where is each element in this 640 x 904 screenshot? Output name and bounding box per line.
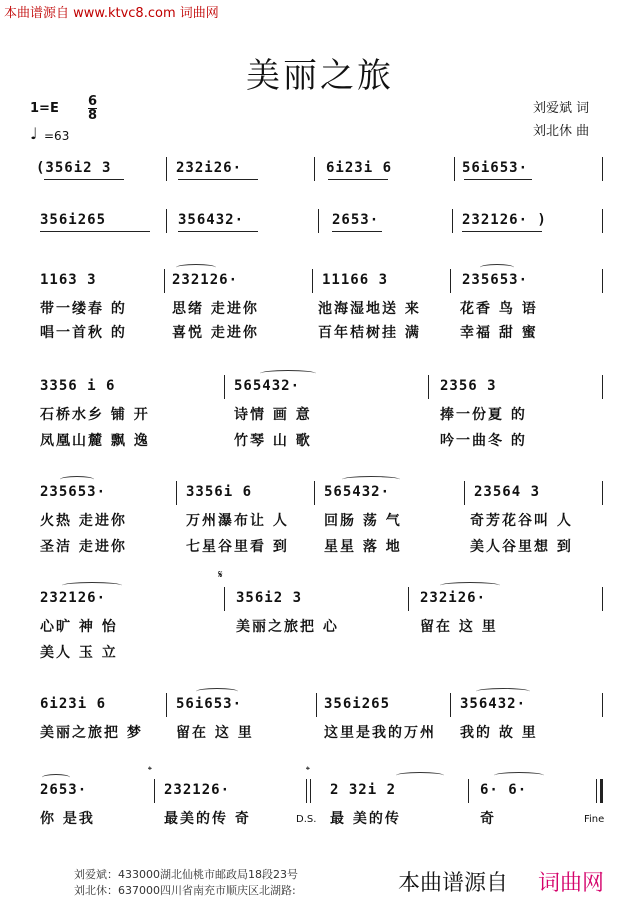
fine-marking: Fine <box>584 814 605 825</box>
lyric-verse1: 奇芳花谷叫 人 <box>470 513 573 529</box>
repeat-bar <box>306 779 307 803</box>
measure-notes: 232126· ) <box>462 212 547 228</box>
lyric-verse1: 最美的传 奇 <box>164 811 251 827</box>
tempo-mark: =63 <box>44 129 70 143</box>
measure-notes: 3356i 6 <box>186 484 253 500</box>
bar-line <box>450 269 451 293</box>
measure-notes: 356i265 <box>324 696 391 712</box>
slur-mark <box>42 774 70 781</box>
measure-notes: 2 32i 2 <box>330 782 397 798</box>
beam-line <box>178 231 258 232</box>
measure-notes: 2653· <box>40 782 88 798</box>
bar-line <box>316 693 317 717</box>
bar-line <box>318 209 319 233</box>
beam-line <box>462 231 542 232</box>
measure-notes: 232i26· <box>420 590 487 606</box>
lyric-verse1: 思绪 走进你 <box>172 301 259 317</box>
slur-mark <box>196 688 238 695</box>
lyric-verse2: 喜悦 走进你 <box>172 325 259 341</box>
slur-mark <box>396 772 444 779</box>
measure-notes: 235653· <box>462 272 529 288</box>
measure-notes: 565432· <box>324 484 391 500</box>
lyric-verse1: 心旷 神 怡 <box>40 619 118 635</box>
lyric-verse2: 百年桔树挂 满 <box>318 325 421 341</box>
footer-address-lyricist: 刘爱斌：433000湖北仙桃市邮政局18段23号 <box>74 868 298 881</box>
lyric-verse2: 星星 落 地 <box>324 539 402 555</box>
lyric-verse1: 池海湿地送 来 <box>318 301 421 317</box>
bar-line <box>312 269 313 293</box>
lyric-verse2: 竹琴 山 歌 <box>234 433 312 449</box>
bar-line <box>224 375 225 399</box>
measure-notes: 356i2 3 <box>236 590 303 606</box>
measure-notes: 6i23i 6 <box>326 160 393 176</box>
bar-line <box>314 481 315 505</box>
slur-mark <box>62 582 122 589</box>
bar-line <box>464 481 465 505</box>
measure-notes: 235653· <box>40 484 107 500</box>
slur-mark <box>440 582 500 589</box>
measure-notes: 565432· <box>234 378 301 394</box>
bar-line <box>602 375 603 399</box>
bar-line <box>224 587 225 611</box>
bar-line <box>602 269 603 293</box>
slur-mark <box>176 264 216 271</box>
bar-line <box>452 209 453 233</box>
lyric-verse2: 幸福 甜 蜜 <box>460 325 538 341</box>
bar-line <box>428 375 429 399</box>
time-signature <box>88 95 97 122</box>
bar-line <box>602 481 603 505</box>
lyric-verse1: 你 是我 <box>40 811 95 827</box>
lyric-verse1: 花香 鸟 语 <box>460 301 538 317</box>
measure-notes: 356432· <box>460 696 527 712</box>
lyric-verse1: 回肠 荡 气 <box>324 513 402 529</box>
lyric-verse1: 美丽之旅把 心 <box>236 619 339 635</box>
bar-line <box>176 481 177 505</box>
lyric-verse1: 火热 走进你 <box>40 513 127 529</box>
coda-icon: 𝄌 <box>306 764 310 777</box>
measure-notes: 232126· <box>172 272 239 288</box>
watermark-bottom: 本曲谱源自 <box>398 871 509 896</box>
lyric-verse2: 美人 玉 立 <box>40 645 118 661</box>
measure-notes: 1163 3 <box>40 272 97 288</box>
beam-line <box>40 231 150 232</box>
measure-notes: 6i23i 6 <box>40 696 107 712</box>
beam-line <box>44 179 124 180</box>
footer-address-composer: 刘北休：637000四川省南充市顺庆区北湖路: <box>74 884 296 897</box>
beam-line <box>178 179 258 180</box>
watermark-top: 本曲谱源自 www.ktvc8.com 词曲网 <box>4 6 219 21</box>
lyric-verse1: 留在 这 里 <box>176 725 254 741</box>
lyric-verse2: 美人谷里想 到 <box>470 539 573 555</box>
measure-notes: 356i265 <box>40 212 107 228</box>
repeat-bar <box>310 779 311 803</box>
lyric-verse1: 最 美的传 <box>330 811 401 827</box>
watermark-logo: 词曲网 <box>538 871 605 896</box>
composer-credit: 刘北休 曲 <box>533 124 590 139</box>
bar-line <box>602 209 603 233</box>
slur-mark <box>342 476 400 483</box>
bar-line <box>166 209 167 233</box>
key-signature: 1=E <box>30 101 59 116</box>
measure-notes: 232126· <box>40 590 107 606</box>
measure-notes: 232126· <box>164 782 231 798</box>
lyric-verse1: 石桥水乡 铺 开 <box>40 407 150 423</box>
lyric-verse1: 奇 <box>480 811 496 827</box>
bar-line <box>166 693 167 717</box>
beam-line <box>464 179 532 180</box>
quarter-note-icon: ♩ <box>30 124 38 143</box>
lyric-verse2: 唱一首秋 的 <box>40 325 127 341</box>
measure-notes: 6· 6· <box>480 782 528 798</box>
slur-mark <box>476 688 530 695</box>
lyric-verse1: 这里是我的万州 <box>324 725 436 741</box>
final-bar <box>596 779 597 803</box>
lyric-verse1: 万州瀑布让 人 <box>186 513 289 529</box>
slur-mark <box>60 476 94 483</box>
ds-marking: D.S. <box>296 814 317 825</box>
measure-notes: (356i2 3 <box>36 160 112 176</box>
measure-notes: 56i653· <box>176 696 243 712</box>
measure-notes: 3356 i 6 <box>40 378 116 394</box>
bar-line <box>166 157 167 181</box>
measure-notes: 2653· <box>332 212 380 228</box>
lyric-verse1: 我的 故 里 <box>460 725 538 741</box>
lyric-verse1: 带一缕春 的 <box>40 301 127 317</box>
lyricist-credit: 刘爱斌 词 <box>533 101 590 116</box>
slur-mark <box>260 370 316 377</box>
lyric-verse1: 捧一份夏 的 <box>440 407 527 423</box>
bar-line <box>314 157 315 181</box>
measure-notes: 23564 3 <box>474 484 541 500</box>
measure-notes: 56i653· <box>462 160 529 176</box>
bar-line <box>154 779 155 803</box>
time-top: 6 <box>88 94 98 109</box>
slur-mark <box>480 264 514 271</box>
bar-line <box>468 779 469 803</box>
bar-line <box>602 157 603 181</box>
slur-mark <box>494 772 544 779</box>
segno-icon: 𝄋 <box>218 568 223 581</box>
bar-line <box>454 157 455 181</box>
measure-notes: 2356 3 <box>440 378 497 394</box>
beam-line <box>328 179 388 180</box>
measure-notes: 232i26· <box>176 160 243 176</box>
final-bar <box>600 779 603 803</box>
lyric-verse1: 诗情 画 意 <box>234 407 312 423</box>
bar-line <box>164 269 165 293</box>
bar-line <box>602 587 603 611</box>
bar-line <box>408 587 409 611</box>
beam-line <box>332 231 382 232</box>
measure-notes: 356432· <box>178 212 245 228</box>
lyric-verse2: 凤凰山麓 飘 逸 <box>40 433 150 449</box>
song-title: 美丽之旅 <box>246 56 394 96</box>
time-bottom: 8 <box>88 108 98 123</box>
lyric-verse2: 圣洁 走进你 <box>40 539 127 555</box>
lyric-verse1: 留在 这 里 <box>420 619 498 635</box>
lyric-verse1: 美丽之旅把 梦 <box>40 725 143 741</box>
bar-line <box>602 693 603 717</box>
lyric-verse2: 七星谷里看 到 <box>186 539 289 555</box>
bar-line <box>450 693 451 717</box>
measure-notes: 11166 3 <box>322 272 389 288</box>
lyric-verse2: 吟一曲冬 的 <box>440 433 527 449</box>
coda-icon: 𝄌 <box>148 764 152 777</box>
